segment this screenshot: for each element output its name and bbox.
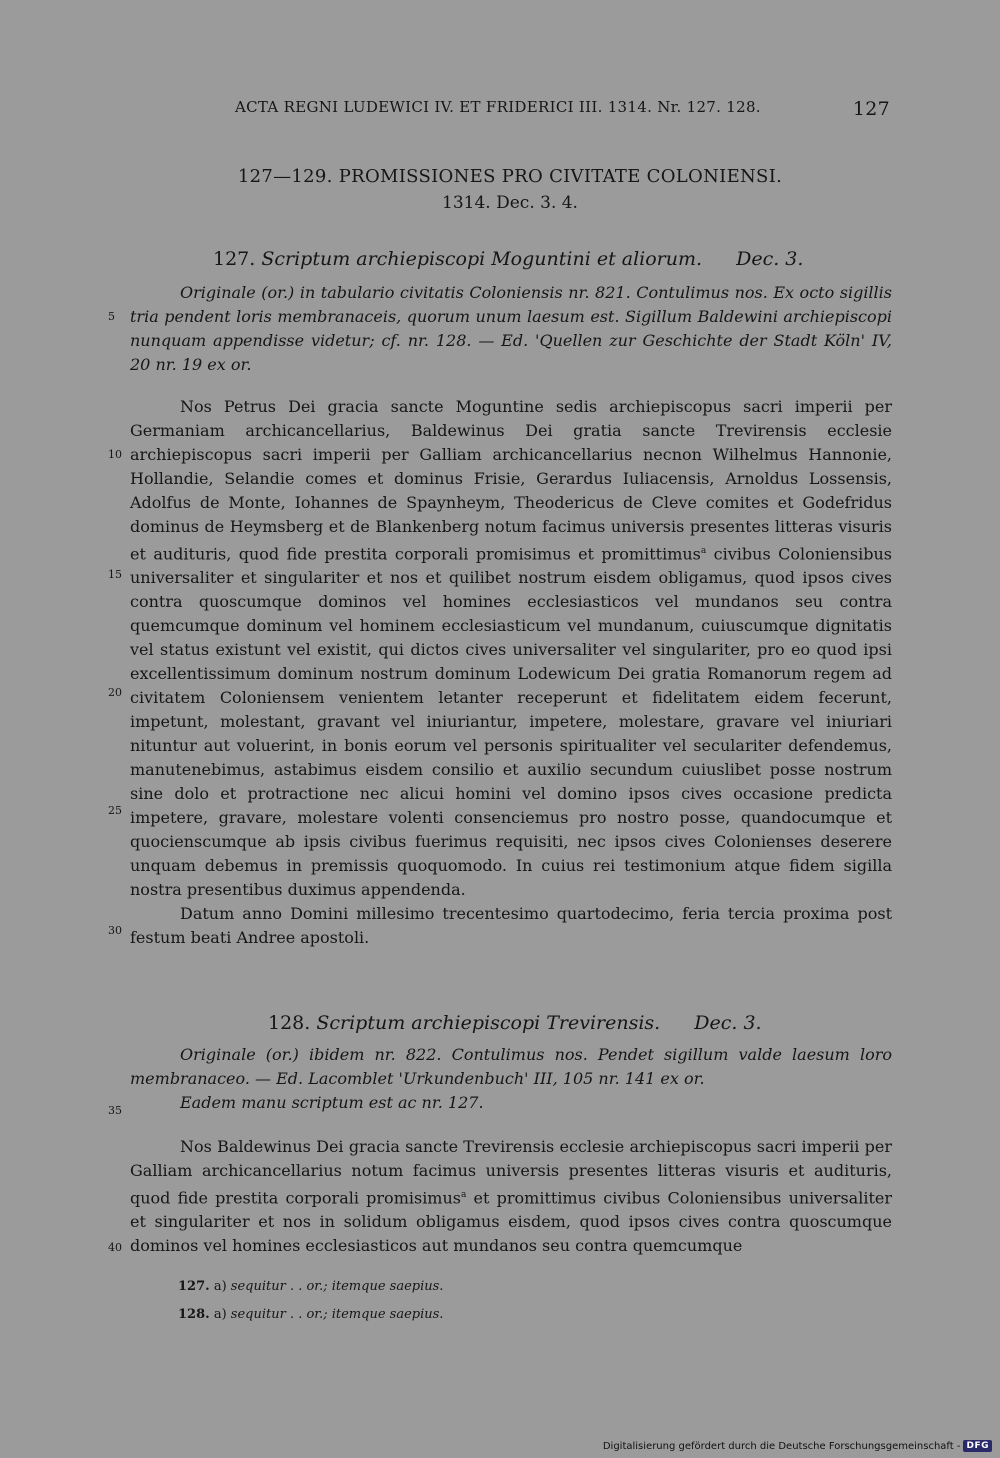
footnote-mark: a) <box>213 1307 227 1322</box>
footnote-mark: a) <box>213 1279 227 1294</box>
footnote-text: sequitur . . or.; itemque saepius. <box>230 1279 444 1294</box>
page-number: 127 <box>852 98 890 120</box>
doc127-text-part1: Nos Petrus Dei gracia sancte Moguntine sedis archiepiscopus sacri imperii per Germaniam archicancellarius, Baldewinus Dei gratia sancte Trevirensis ecclesie archiepiscopus sacri imperii per Galliam archicancellarius necnon Wilhelmus Hannonie, Hollandie, Selandie comes et dominus Frisie, Gerardus Iuliacensis, Arnoldus Lossensis, Adolfus de Monte, Iohannes de Spaynheym, Theodericus de Cleve comites et Godefridus dominus de Heymsberg et de Blankenberg notum facimus universis presentes litteras visuris et audituris, quod fide prestita corporali promisimus et promittimus <box>130 397 892 564</box>
doc127-date: Dec. 3. <box>736 248 804 270</box>
doc128-text <box>130 1135 892 1258</box>
line-number: 35 <box>108 1104 122 1117</box>
doc127-heading <box>213 248 973 270</box>
doc128-title: Scriptum archiepiscopi Trevirensis. <box>316 1012 661 1034</box>
doc127-note: Originale (or.) in tabulario civitatis Coloniensis nr. 821. Contulimus nos. Ex octo sigillis tria pendent loris membranaceis, quorum unum laesum est. Sigillum Baldewini archiepiscopi nunquam appendisse videtur; cf. nr. 128. — Ed. 'Quellen zur Geschichte der Stadt Köln' IV, 20 nr. 19 ex or. <box>130 283 892 374</box>
line-number: 5 <box>108 310 115 323</box>
doc127-dating-clause: Datum anno Domini millesimo trecentesimo quartodecimo, feria tercia proxima post festum beati Andree apostoli. <box>130 904 892 948</box>
doc128-text-part2: et promittimus civibus Coloniensibus universaliter et singulariter et nos in solidum obligamus eisdem, quod ipsos cives contra quoscumque dominos vel homines ecclesiasticos aut mundanos seu contra quemcumque <box>130 1188 892 1256</box>
doc127-number: 127. <box>213 248 256 270</box>
doc128-number: 128. <box>268 1012 311 1034</box>
footnote-mark: a <box>461 1190 467 1200</box>
doc127-title: Scriptum archiepiscopi Moguntini et aliorum. <box>261 248 703 270</box>
section-date: 1314. Dec. 3. 4. <box>442 193 578 213</box>
doc128-note-1: Originale (or.) ibidem nr. 822. Contulimus nos. Pendet sigillum valde laesum loro membranaceo. — Ed. Lacomblet 'Urkundenbuch' III, 105 nr. 141 ex or. <box>130 1045 892 1088</box>
footnote-number: 127. <box>178 1279 210 1294</box>
doc127-text-part2: civibus Coloniensibus universaliter et singulariter et nos et quilibet nostrum eisdem obligamus, quod ipsos cives contra quoscumque dominos vel homines ecclesiasticos vel mundanos seu contra quemcumque dominum vel hominem ecclesiasticum vel mundanum, cuiuscumque dignitatis vel status existunt vel existit, qui dictos cives universaliter vel singulariter, pro eo quod ipsi excellentissimum dominum nostrum dominum Lodewicum Dei gratia Romanorum regem ad civitatem Coloniensem venientem letanter receperunt et fidelitatem eidem fecerunt, impetunt, molestant, gravant vel iniuriantur, impetere, molestare, gravare vel iniuriari nituntur aut voluerint, in bonis eorum vel personis spiritualiter vel seculariter defendemus, manutenebimus, astabimus eisdem consilio et auxilio secundum cuiuslibet posse nostrum sine dolo et protractione nec alicui homini vel domino ipsos cives occasione predicta impetere, gravare, molestare volenti consenciemus pro nostro posse, quandocumque et quocienscumque ab ipsis civibus fuerimus requisiti, nec ipsos cives Colonienses deserere unquam debemus in premissis quoquomodo. In cuius rei testimonium atque fidem sigilla nostra presentibus duximus appendenda. <box>130 544 893 900</box>
line-number: 10 <box>108 448 122 461</box>
doc128-date: Dec. 3. <box>694 1012 762 1034</box>
doc128-note-2: Eadem manu scriptum est ac nr. 127. <box>180 1093 484 1112</box>
footnote-text: sequitur . . or.; itemque saepius. <box>230 1307 444 1322</box>
footnote-127 <box>178 1279 443 1294</box>
line-number: 25 <box>108 804 122 817</box>
line-number: 40 <box>108 1241 122 1254</box>
line-number: 15 <box>108 568 122 581</box>
footnote-mark: a <box>700 546 707 556</box>
doc128-note <box>130 1043 892 1115</box>
doc128-text-part1: Nos Baldewinus Dei gracia sancte Trevirensis ecclesie archiepiscopus sacri imperii per Galliam archicancellarius notum facimus universis presentes litteras visuris et audituris, quod fide prestita corporali promisimus <box>130 1137 892 1208</box>
footnote-number: 128. <box>178 1307 210 1322</box>
dfg-logo: DFG <box>963 1440 992 1452</box>
section-title: 127—129. PROMISSIONES PRO CIVITATE COLONIENSI. <box>237 166 783 187</box>
footer-credit <box>603 1440 992 1452</box>
line-number: 20 <box>108 686 122 699</box>
running-head-text: ACTA REGNI LUDEWICI IV. ET FRIDERICI III. 1314. Nr. 127. 128. <box>235 98 761 116</box>
doc128-heading <box>268 1012 1000 1034</box>
line-number: 30 <box>108 924 122 937</box>
footnote-128 <box>178 1307 443 1322</box>
doc127-text <box>130 395 892 950</box>
footer-text: Digitalisierung gefördert durch die Deutsche Forschungsgemeinschaft - <box>602 1440 961 1452</box>
